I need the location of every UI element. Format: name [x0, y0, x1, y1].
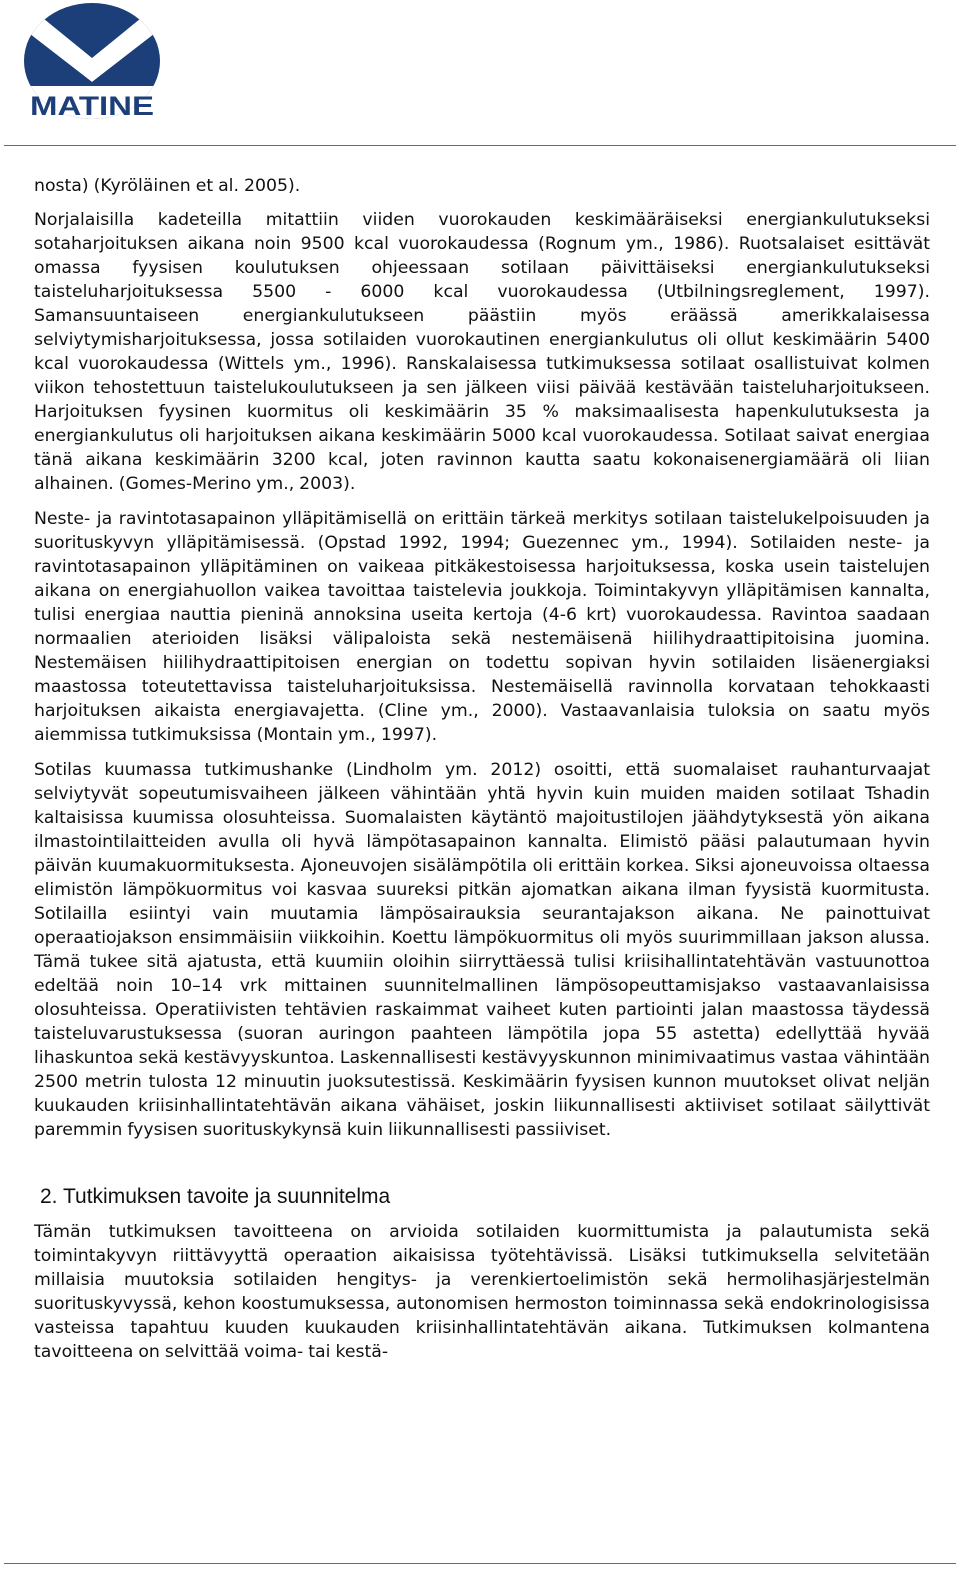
paragraph-study-aims: Tämän tutkimuksen tavoitteena on arvioida sotilaiden kuormittumista ja palautumista sekä toimintakyvyn riittävyyttä operaation aikaisissa työtehtävissä. Lisäksi tutkimuksella selvitetään millaisia muutoksia sotilaiden hengitys- ja verenkiertoelimistön sekä hermolihasjärjestelmän suorituskyvyssä, kehon koostumuksessa, autonomisen hermoston toiminnassa sekä endokrinologisissa vasteissa tapahtuu kuuden kuukauden kriisinhallintatehtävän aikana. Tutkimuksen kolmantena tavoitteena on selvittää voima- tai kestä-	[34, 1222, 930, 1362]
matine-logo	[22, 2, 162, 120]
document-body	[34, 174, 930, 1364]
header-divider	[4, 145, 956, 146]
page-header	[0, 0, 960, 146]
paragraph-energy-expenditure: Norjalaisilla kadeteilla mitattiin viiden vuorokauden keskimääräiseksi energiankulutukseksi sotaharjoituksen aikana noin 9500 kcal vuorokaudessa (Rognum ym., 1986). Ruotsalaiset esittävät omassa fyysisen koulutuksen ohjeessaan sotilaan päivittäiseksi energiankulutukseksi taisteluharjoituksessa 5500 - 6000 kcal vuorokaudessa (Utbilningsreglement, 1997). Samansuuntaiseen energiankulutukseen päästiin myös eräässä amerikkalaisessa selviytymisharjoituksessa, jossa sotilaiden vuorokautinen energiankulutus oli ollut keskimäärin 5400 kcal vuorokaudessa (Wittels ym., 1996). Ranskalaisessa tutkimuksessa sotilaat osallistuivat kolmen viikon tehostettuun taistelukoulutukseen ja sen jälkeen viisi päivää kestävään taisteluharjoitukseen. Harjoituksen fyysinen kuormitus oli keskimäärin 35 % maksimaalisesta hapenkulutuksesta ja energiankulutus oli harjoituksen aikana keskimäärin 5000 kcal vuorokaudessa. Sotilaat saivat energiaa tänä aikana keskimäärin 3200 kcal, joten ravinnon kautta saatu kokonaisenergiamäärä oli liian alhainen. (Gomes-Merino ym., 2003).	[34, 210, 930, 494]
paragraph-fluid-nutrition: Neste- ja ravintotasapainon ylläpitämisellä on erittäin tärkeä merkitys sotilaan taistelukelpoisuuden ja suorituskyvyn ylläpitämisessä. (Opstad 1992, 1994; Guezennec ym., 1994). Sotilaiden neste- ja ravintotasapainon ylläpitäminen on vaikeaa pitkäkestoisessa harjoituksessa, koska usein taistelujen aikana on energiahuollon vaikea tavoittaa taistelevia joukkoja. Toimintakyvyn ylläpitämisen kannalta, tulisi energiaa nauttia pieninä annoksina useita kertoja (4-6 krt) vuorokaudessa. Ravintoa saadaan normaalien aterioiden lisäksi välipaloista sekä nestemäisenä hiilihydraattipitoisina juomina. Nestemäisen hiilihydraattipitoisen energian on todettu sopivan hyvin sotilaiden lisäenergiaksi maastossa toteutettavissa taisteluharjoituksissa. Nestemäisellä ravinnolla korvataan tehokkaasti harjoituksen aikaista energiavajetta. (Cline ym., 2000). Vastaavanlaisia tuloksia on saatu myös aiemmissa tutkimuksissa (Montain ym., 1997).	[34, 509, 930, 745]
paragraph-heat-study: Sotilas kuumassa tutkimushanke (Lindholm ym. 2012) osoitti, että suomalaiset rauhanturvaajat selviytyvät sopeutumisvaiheen jälkeen vähintään yhtä hyvin kuin muiden maiden sotilaat Tshadin kaltaisissa kuumissa olosuhteissa. Suomalaisten käytäntö majoitustilojen jäähdytyksestä yön aikana ilmastointilaitteiden avulla oli hyvä lämpötasapainon kannalta. Elimistö pääsi palautumaan hyvin päivän kuumakuormituksesta. Ajoneuvojen sisälämpötila oli erittäin korkea. Siksi ajoneuvoissa oltaessa elimistön lämpökuormitus voi kasvaa suureksi pitkän ajomatkan aikana ilman fyysistä kuormitusta. Sotilailla esiintyi vain muutamia lämpösairauksia seurantajakson aikana. Ne painottuivat operaatiojakson ensimmäisiin viikkoihin. Koettu lämpökuormitus oli myös suurimmillaan jakson alussa. Tämä tukee sitä ajatusta, että kuumiin oloihin siirryttäessä tulisi kriisihallintatehtävän vastuunottoa edeltää noin 10–14 vrk mittainen suunnitelmallinen lämpösopeuttamisjakso vastaavanlaisissa olosuhteissa. Operatiivisten tehtävien raskaimmat vaiheet kuten partiointi jalan maastossa täydessä taisteluvarustuksessa (suoran auringon paahteen lämpötila jopa 55 astetta) edellyttää hyvää lihaskuntoa sekä kestävyyskuntoa. Laskennallisesti kestävyyskunnon minimivaatimus vastaa vähintään 2500 metrin tulosta 12 minuutin juoksutestissä. Keskimäärin fyysisen kunnon muutokset olivat neljän kuukauden kriisinhallintatehtävän aikana vähäiset, joskin liikunnallisesti aktiiviset sotilaat säilyttivät paremmin fyysisen suorituskykynsä kuin liikunnallisesti passiiviset.	[34, 760, 930, 1140]
logo-text: MATINE	[30, 91, 154, 120]
paragraph-continuation: nosta) (Kyröläinen et al. 2005).	[34, 176, 301, 196]
footer-divider	[4, 1563, 956, 1564]
section-heading: 2. Tutkimuksen tavoite ja suunnitelma	[40, 1185, 391, 1208]
